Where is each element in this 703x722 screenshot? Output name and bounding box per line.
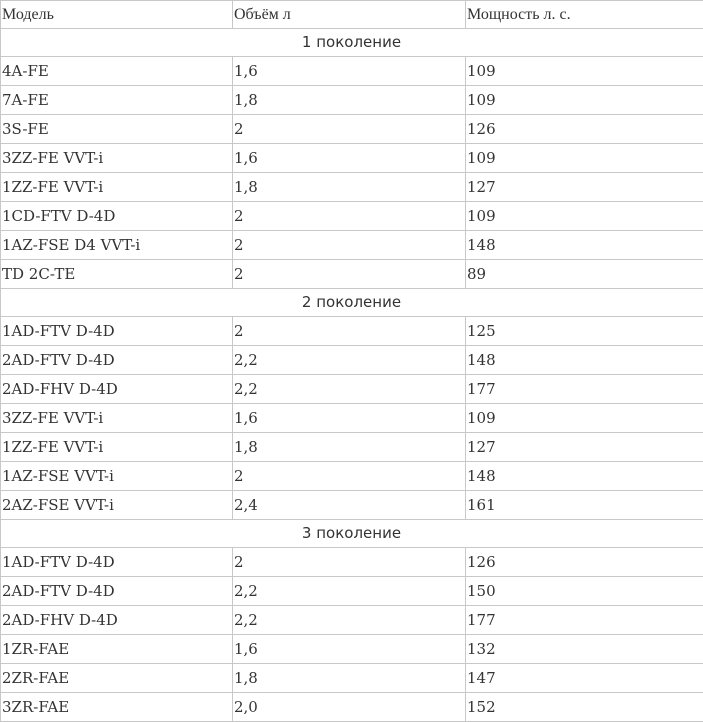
model-cell: 2ZR-FAE: [1, 664, 233, 693]
header-power: Мощность л. с.: [466, 1, 703, 29]
generation-row: [1, 29, 703, 57]
volume-cell: 2: [233, 317, 466, 346]
header-volume: Объём л: [233, 1, 466, 29]
power-cell: 109: [466, 86, 703, 115]
volume-cell: 2: [233, 462, 466, 491]
table-row: [1, 231, 703, 260]
model-cell: 2AD-FHV D-4D: [1, 606, 233, 635]
volume-cell: 2,2: [233, 606, 466, 635]
table-row: [1, 548, 703, 577]
table-row: [1, 202, 703, 231]
table-row: [1, 635, 703, 664]
volume-cell: 1,6: [233, 144, 466, 173]
power-cell: 127: [466, 173, 703, 202]
volume-cell: 1,8: [233, 664, 466, 693]
power-cell: 177: [466, 375, 703, 404]
volume-cell: 2,2: [233, 346, 466, 375]
generation-row: [1, 289, 703, 317]
table-row: [1, 462, 703, 491]
model-cell: 2AD-FTV D-4D: [1, 346, 233, 375]
model-cell: 4A-FE: [1, 57, 233, 86]
power-cell: 147: [466, 664, 703, 693]
table-row: [1, 404, 703, 433]
volume-cell: 2: [233, 260, 466, 289]
table-row: [1, 375, 703, 404]
table-row: [1, 57, 703, 86]
table-row: [1, 173, 703, 202]
generation-title: 3 поколение: [1, 520, 703, 548]
model-cell: 3ZZ-FE VVT-i: [1, 404, 233, 433]
table-row: [1, 346, 703, 375]
power-cell: 148: [466, 231, 703, 260]
power-cell: 89: [466, 260, 703, 289]
table-row: [1, 577, 703, 606]
volume-cell: 2: [233, 202, 466, 231]
volume-cell: 1,8: [233, 86, 466, 115]
table-row: [1, 260, 703, 289]
model-cell: 1AZ-FSE D4 VVT-i: [1, 231, 233, 260]
model-cell: 2AD-FTV D-4D: [1, 577, 233, 606]
power-cell: 152: [466, 693, 703, 722]
table-row: [1, 144, 703, 173]
volume-cell: 2: [233, 115, 466, 144]
table-row: [1, 491, 703, 520]
volume-cell: 1,6: [233, 404, 466, 433]
table-row: [1, 606, 703, 635]
power-cell: 126: [466, 115, 703, 144]
power-cell: 148: [466, 462, 703, 491]
table-header-row: [1, 1, 703, 29]
volume-cell: 1,8: [233, 173, 466, 202]
header-model: Модель: [1, 1, 233, 29]
table-row: [1, 664, 703, 693]
model-cell: 1AD-FTV D-4D: [1, 548, 233, 577]
model-cell: 1CD-FTV D-4D: [1, 202, 233, 231]
model-cell: 1AD-FTV D-4D: [1, 317, 233, 346]
table-row: [1, 693, 703, 722]
power-cell: 109: [466, 404, 703, 433]
power-cell: 109: [466, 202, 703, 231]
model-cell: 1AZ-FSE VVT-i: [1, 462, 233, 491]
volume-cell: 2: [233, 548, 466, 577]
model-cell: 1ZZ-FE VVT-i: [1, 433, 233, 462]
table-row: [1, 115, 703, 144]
model-cell: 2AD-FHV D-4D: [1, 375, 233, 404]
volume-cell: 2,4: [233, 491, 466, 520]
volume-cell: 2: [233, 231, 466, 260]
model-cell: 3S-FE: [1, 115, 233, 144]
volume-cell: 2,2: [233, 577, 466, 606]
power-cell: 148: [466, 346, 703, 375]
model-cell: 1ZZ-FE VVT-i: [1, 173, 233, 202]
power-cell: 127: [466, 433, 703, 462]
power-cell: 132: [466, 635, 703, 664]
generation-row: [1, 520, 703, 548]
table-body: [1, 1, 703, 722]
model-cell: TD 2C-TE: [1, 260, 233, 289]
model-cell: 3ZR-FAE: [1, 693, 233, 722]
model-cell: 1ZR-FAE: [1, 635, 233, 664]
power-cell: 161: [466, 491, 703, 520]
volume-cell: 1,6: [233, 635, 466, 664]
table-row: [1, 433, 703, 462]
power-cell: 126: [466, 548, 703, 577]
table-row: [1, 317, 703, 346]
power-cell: 177: [466, 606, 703, 635]
volume-cell: 1,8: [233, 433, 466, 462]
power-cell: 109: [466, 57, 703, 86]
power-cell: 150: [466, 577, 703, 606]
volume-cell: 2,2: [233, 375, 466, 404]
model-cell: 7A-FE: [1, 86, 233, 115]
table-row: [1, 86, 703, 115]
power-cell: 125: [466, 317, 703, 346]
volume-cell: 1,6: [233, 57, 466, 86]
generation-title: 2 поколение: [1, 289, 703, 317]
volume-cell: 2,0: [233, 693, 466, 722]
model-cell: 2AZ-FSE VVT-i: [1, 491, 233, 520]
generation-title: 1 поколение: [1, 29, 703, 57]
model-cell: 3ZZ-FE VVT-i: [1, 144, 233, 173]
power-cell: 109: [466, 144, 703, 173]
